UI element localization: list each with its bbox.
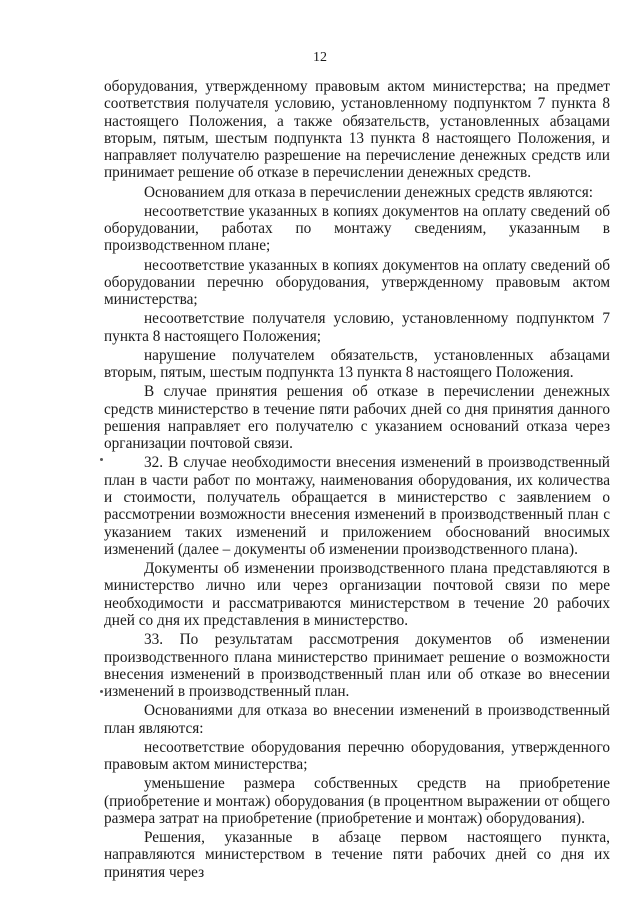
margin-dot-mark (100, 690, 103, 693)
paragraph-plan-change-docs: Документы об изменении производственного плана представляются в министерство лично или через организации почтовой связи по мере необходимости и рассматриваются министерством в течение 20 рабочих дней со дня их представления в министерство. (104, 560, 610, 630)
paragraph-refusal-notice: В случае принятия решения об отказе в перечислении денежных средств министерство в течение пяти рабочих дней со дня принятия данного решения направляет его получателю с указанием оснований отказа через организации почтовой связи. (104, 383, 610, 453)
paragraph-ground-mismatch-plan: несоответствие указанных в копиях документов на оплату сведений об оборудовании, работах по монтажу сведениям, указанным в производственном плане; (104, 202, 610, 255)
paragraph-change-ground-list: несоответствие оборудования перечню оборудования, утвержденного правовым актом министерства; (104, 738, 610, 774)
paragraph-continuation: оборудования, утвержденному правовым актом министерства; на предмет соответствия получателя условию, установленному подпунктом 7 пункта 8 настоящего Положения, а также обязательств, установленных абзацами вторым, пятым, шестым подпункта 13 пункта 8 настоящего Положения, и направляет получателю разрешение на перечисление денежных средств или принимает решение об отказе в перечислении денежных средств. (104, 78, 610, 182)
paragraph-ground-obligations: нарушение получателем обязательств, установленных абзацами вторым, пятым, шестым подпункта 13 пункта 8 настоящего Положения. (104, 346, 610, 382)
margin-dot-mark (100, 458, 103, 461)
body-text (104, 78, 610, 883)
paragraph-change-refusal-intro: Основаниями для отказа во внесении изменений в производственный план являются: (104, 702, 610, 737)
paragraph-item-32: 32. В случае необходимости внесения изменений в производственный план в части работ по монтажу, наименования оборудования, их количества и стоимости, получатель обращается в министерство с заявлением о рассмотрении возможности внесения изменений в производственный план с указанием таких изменений и приложением обоснований вносимых изменений (далее – документы об изменении производственного плана). (104, 454, 610, 558)
paragraph-decisions-sent: Решения, указанные в абзаце первом настоящего пункта, направляются министерством в течение пяти рабочих дней со дня их принятия через (104, 829, 610, 881)
paragraph-change-ground-funds: уменьшение размера собственных средств на приобретение (приобретение и монтаж) оборудования (в процентном выражении от общего размера затрат на приобретение (приобретение и монтаж) оборудования). (104, 775, 610, 827)
paragraph-refusal-grounds-intro: Основанием для отказа в перечислении денежных средств являются: (144, 183, 594, 201)
paragraph-ground-condition: несоответствие получателя условию, установленному подпунктом 7 пункта 8 настоящего Положения; (104, 310, 610, 345)
paragraph-item-33: 33. По результатам рассмотрения документов об изменении производственного плана министерство принимает решение о возможности внесения изменений в производственный план или об отказе во внесении изменений в производственный план. (104, 631, 610, 701)
page-number: 12 (313, 50, 327, 65)
paragraph-ground-mismatch-list: несоответствие указанных в копиях документов на оплату сведений об оборудовании перечню оборудования, утвержденному правовым актом министерства; (104, 256, 610, 309)
